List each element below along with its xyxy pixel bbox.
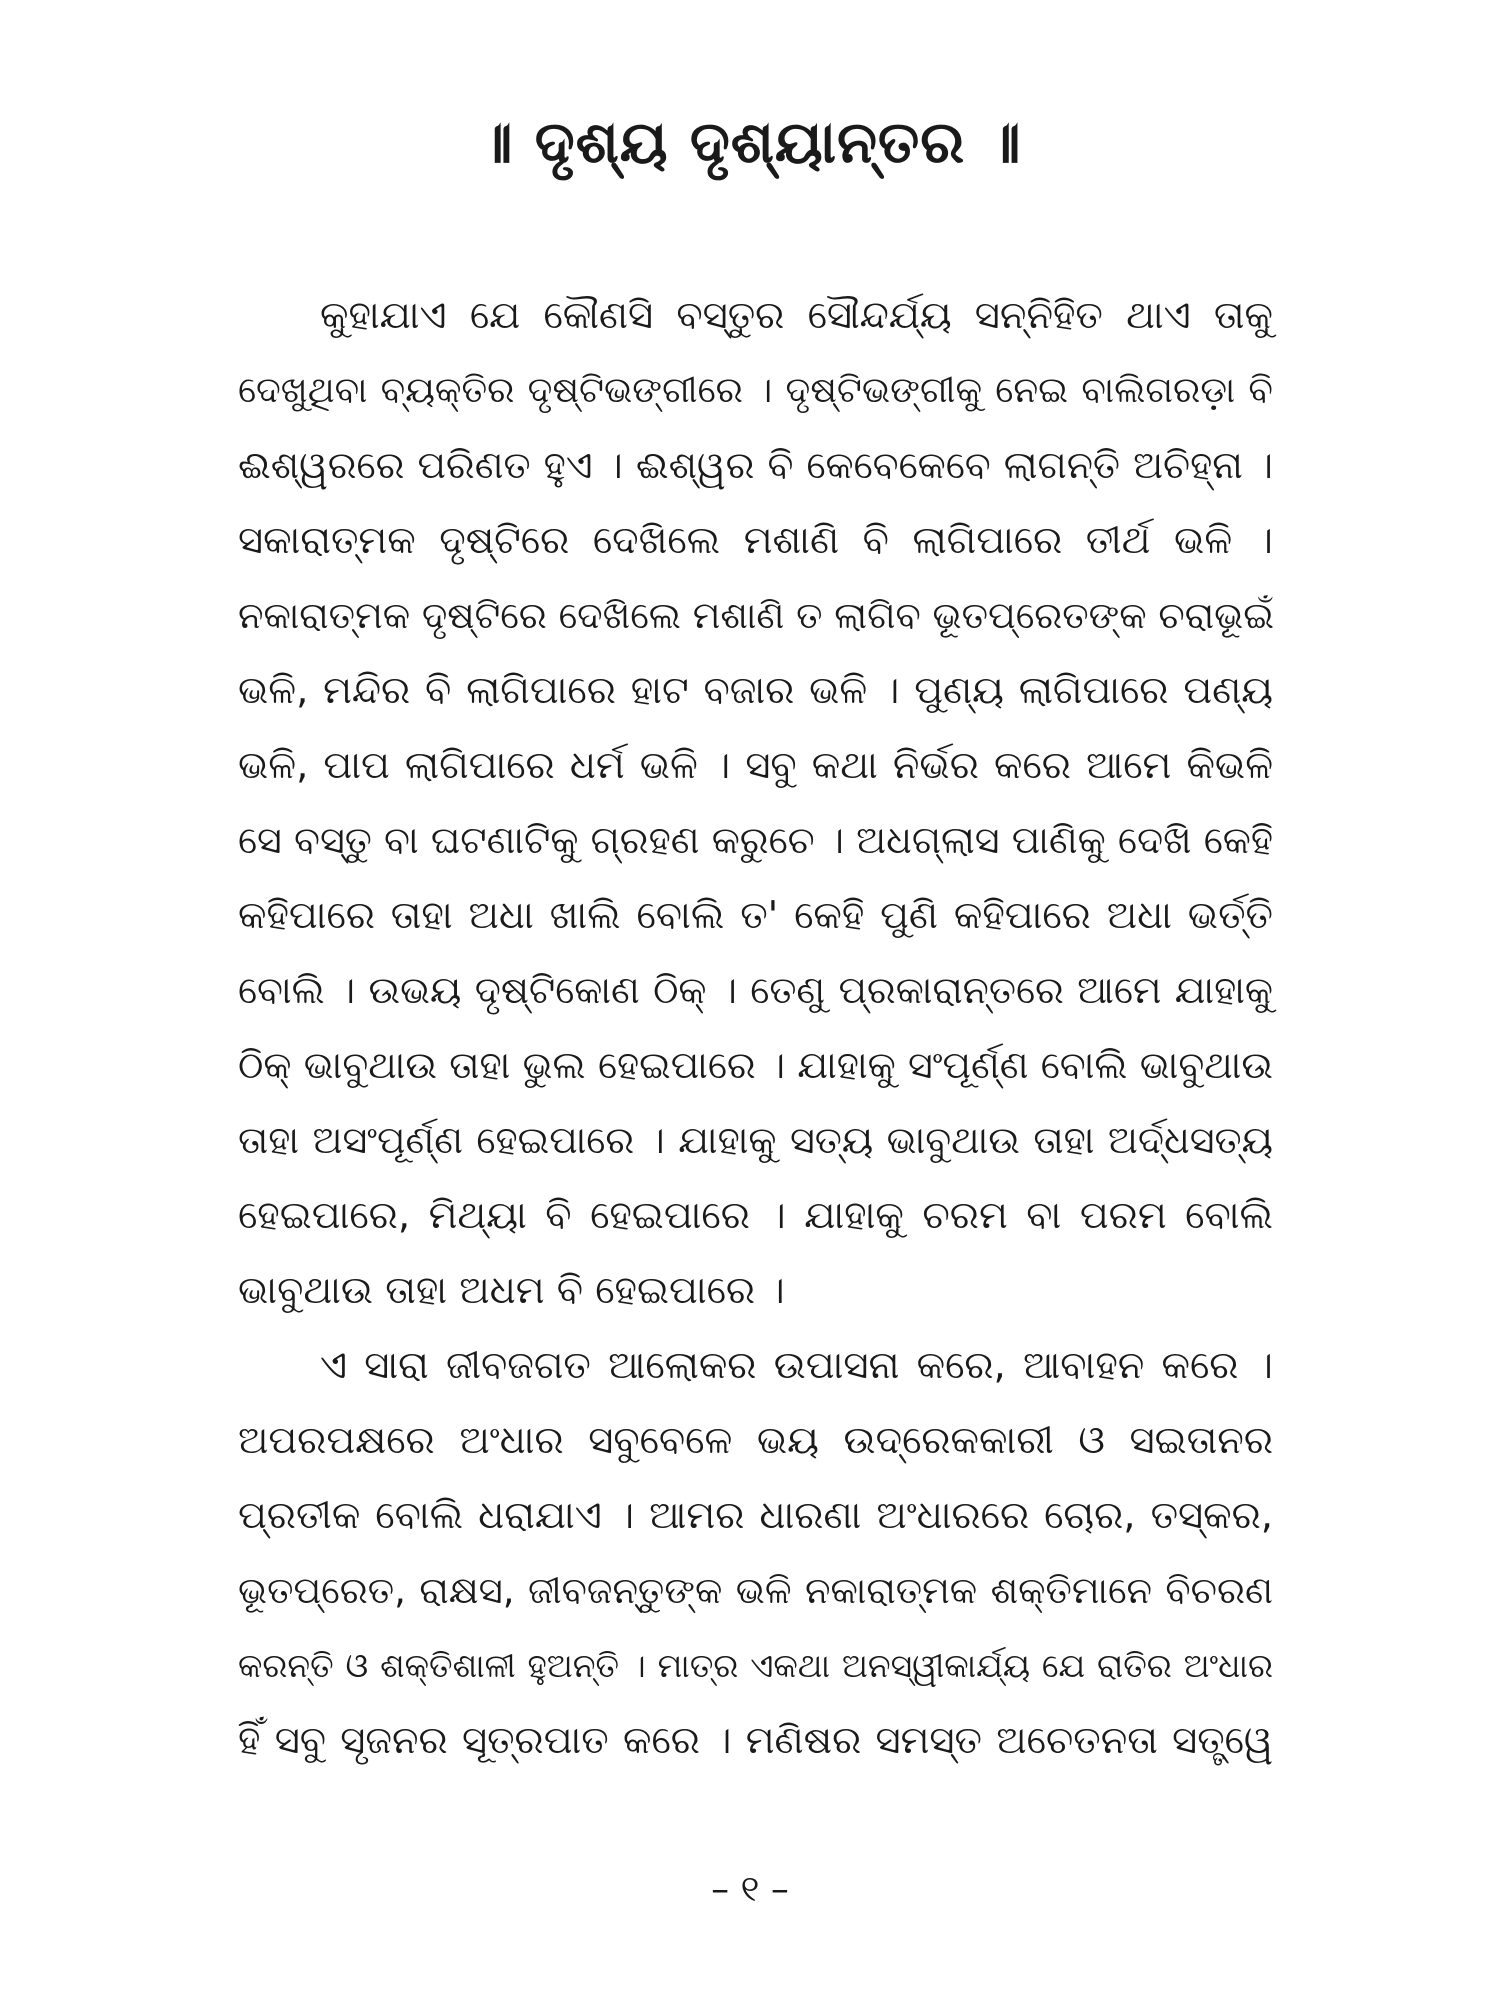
text-line: କରନ୍ତି ଓ ଶକ୍ତିଶାଳୀ ହୁଅନ୍ତି । ମାତ୍ର ଏକଥା ଅନସ୍ୱୀକାର୍ଯ୍ୟ ଯେ ରାତିର ଅଂଧାର bbox=[238, 1646, 1273, 1685]
text-line: ଠିକ୍ ଭାବୁଥାଉ ତାହା ଭୁଲ ହେଇପାରେ । ଯାହାକୁ ସଂପୂର୍ଣ୍ଣ ବୋଲି ଭାବୁଥାଉ bbox=[238, 1043, 1273, 1087]
text-line: ପ୍ରତୀକ ବୋଲି ଧରାଯାଏ । ଆମର ଧାରଣା ଅଂଧାରରେ ଚୋର, ତସ୍କର, bbox=[238, 1493, 1273, 1538]
text-line: ସକାରାତ୍ମକ ଦୃଷ୍ଟିରେ ଦେଖିଲେ ମଶାଣି ବି ଲାଗିପାରେ ତୀର୍ଥ ଭଳି । bbox=[238, 518, 1273, 563]
text-line: ଭୂତପ୍ରେତ, ରାକ୍ଷସ, ଜୀବଜନ୍ତୁଙ୍କ ଭଳି ନକାରାତ୍ମକ ଶକ୍ତିମାନେ ବିଚରଣ bbox=[238, 1569, 1273, 1612]
chapter-title: ॥ ଦୃଶ୍ୟ ଦୃଶ୍ୟାନ୍ତର ॥ bbox=[478, 108, 1022, 176]
text-line: ସେ ବସ୍ତୁ ବା ଘଟଣାଟିକୁ ଗ୍ରହଣ କରୁଚେ । ଅଧଗ୍ଲାସ ପାଣିକୁ ଦେଖି କେହି bbox=[238, 818, 1273, 862]
text-line: କୁହାଯାଏ ଯେ କୌଣସି ବସ୍ତୁର ସୌନ୍ଦର୍ଯ୍ୟ ସନ୍ନିହିତ ଥାଏ ତାକୁ bbox=[320, 293, 1273, 338]
page-number: – ୧ – bbox=[711, 1869, 789, 1910]
body-text bbox=[238, 278, 1273, 1778]
text-line: ବୋଲି । ଉଭୟ ଦୃଷ୍ଟିକୋଣ ଠିକ୍ । ତେଣୁ ପ୍ରକାରାନ୍ତରେ ଆମେ ଯାହାକୁ bbox=[238, 968, 1273, 1012]
text-line: ଭାବୁଥାଉ ତାହା ଅଧମ ବି ହେଇପାରେ । bbox=[238, 1268, 785, 1313]
text-line: ଏ ସାରା ଜୀବଜଗତ ଆଲୋକର ଉପାସନା କରେ, ଆବାହନ କରେ । bbox=[320, 1343, 1273, 1388]
text-line: ଭଳି, ପାପ ଲାଗିପାରେ ଧର୍ମ ଭଳି । ସବୁ କଥା ନିର୍ଭର କରେ ଆମେ କିଭଳି bbox=[238, 743, 1273, 788]
text-line: ଦେଖୁଥିବା ବ୍ୟକ୍ତିର ଦୃଷ୍ଟିଭଙ୍ଗୀରେ । ଦୃଷ୍ଟିଭଙ୍ଗୀକୁ ନେଇ ବାଲିଗରଡ଼ା ବି bbox=[238, 370, 1273, 411]
text-line: ହିଁ ସବୁ ସୃଜନର ସୂତ୍ରପାତ କରେ । ମଣିଷର ସମସ୍ତ ଅଚେତନତା ସତ୍ତ୍ୱେ bbox=[238, 1718, 1273, 1763]
text-line: ଅପରପକ୍ଷରେ ଅଂଧାର ସବୁବେଳେ ଭୟ ଉଦ୍ରେକକାରୀ ଓ ସଇତାନର bbox=[238, 1418, 1273, 1463]
text-line: ତାହା ଅସଂପୂର୍ଣ୍ଣ ହେଇପାରେ । ଯାହାକୁ ସତ୍ୟ ଭାବୁଥାଉ ତାହା ଅର୍ଦ୍ଧସତ୍ୟ bbox=[238, 1118, 1273, 1162]
text-line: ଈଶ୍ୱରରେ ପରିଣତ ହୁଏ । ଈଶ୍ୱର ବି କେବେକେବେ ଲାଗନ୍ତି ଅଚିହ୍ନା । bbox=[238, 443, 1273, 487]
text-line: ନକାରାତ୍ମକ ଦୃଷ୍ଟିରେ ଦେଖିଲେ ମଶାଣି ତ ଲାଗିବ ଭୂତପ୍ରେତଙ୍କ ଚରାଭୂଇଁ bbox=[238, 594, 1275, 637]
text-line: କହିପାରେ ତାହା ଅଧା ଖାଲି ବୋଲି ତ' କେହି ପୁଣି କହିପାରେ ଅଧା ଭର୍ତ୍ତି bbox=[238, 893, 1273, 938]
text-line: ହେଇପାରେ, ମିଥ୍ୟା ବି ହେଇପାରେ । ଯାହାକୁ ଚରମ ବା ପରମ ବୋଲି bbox=[238, 1193, 1273, 1238]
text-line: ଭଳି, ମନ୍ଦିର ବି ଲାଗିପାରେ ହାଟ ବଜାର ଭଳି । ପୁଣ୍ୟ ଲାଗିପାରେ ପଣ୍ୟ bbox=[238, 668, 1273, 713]
